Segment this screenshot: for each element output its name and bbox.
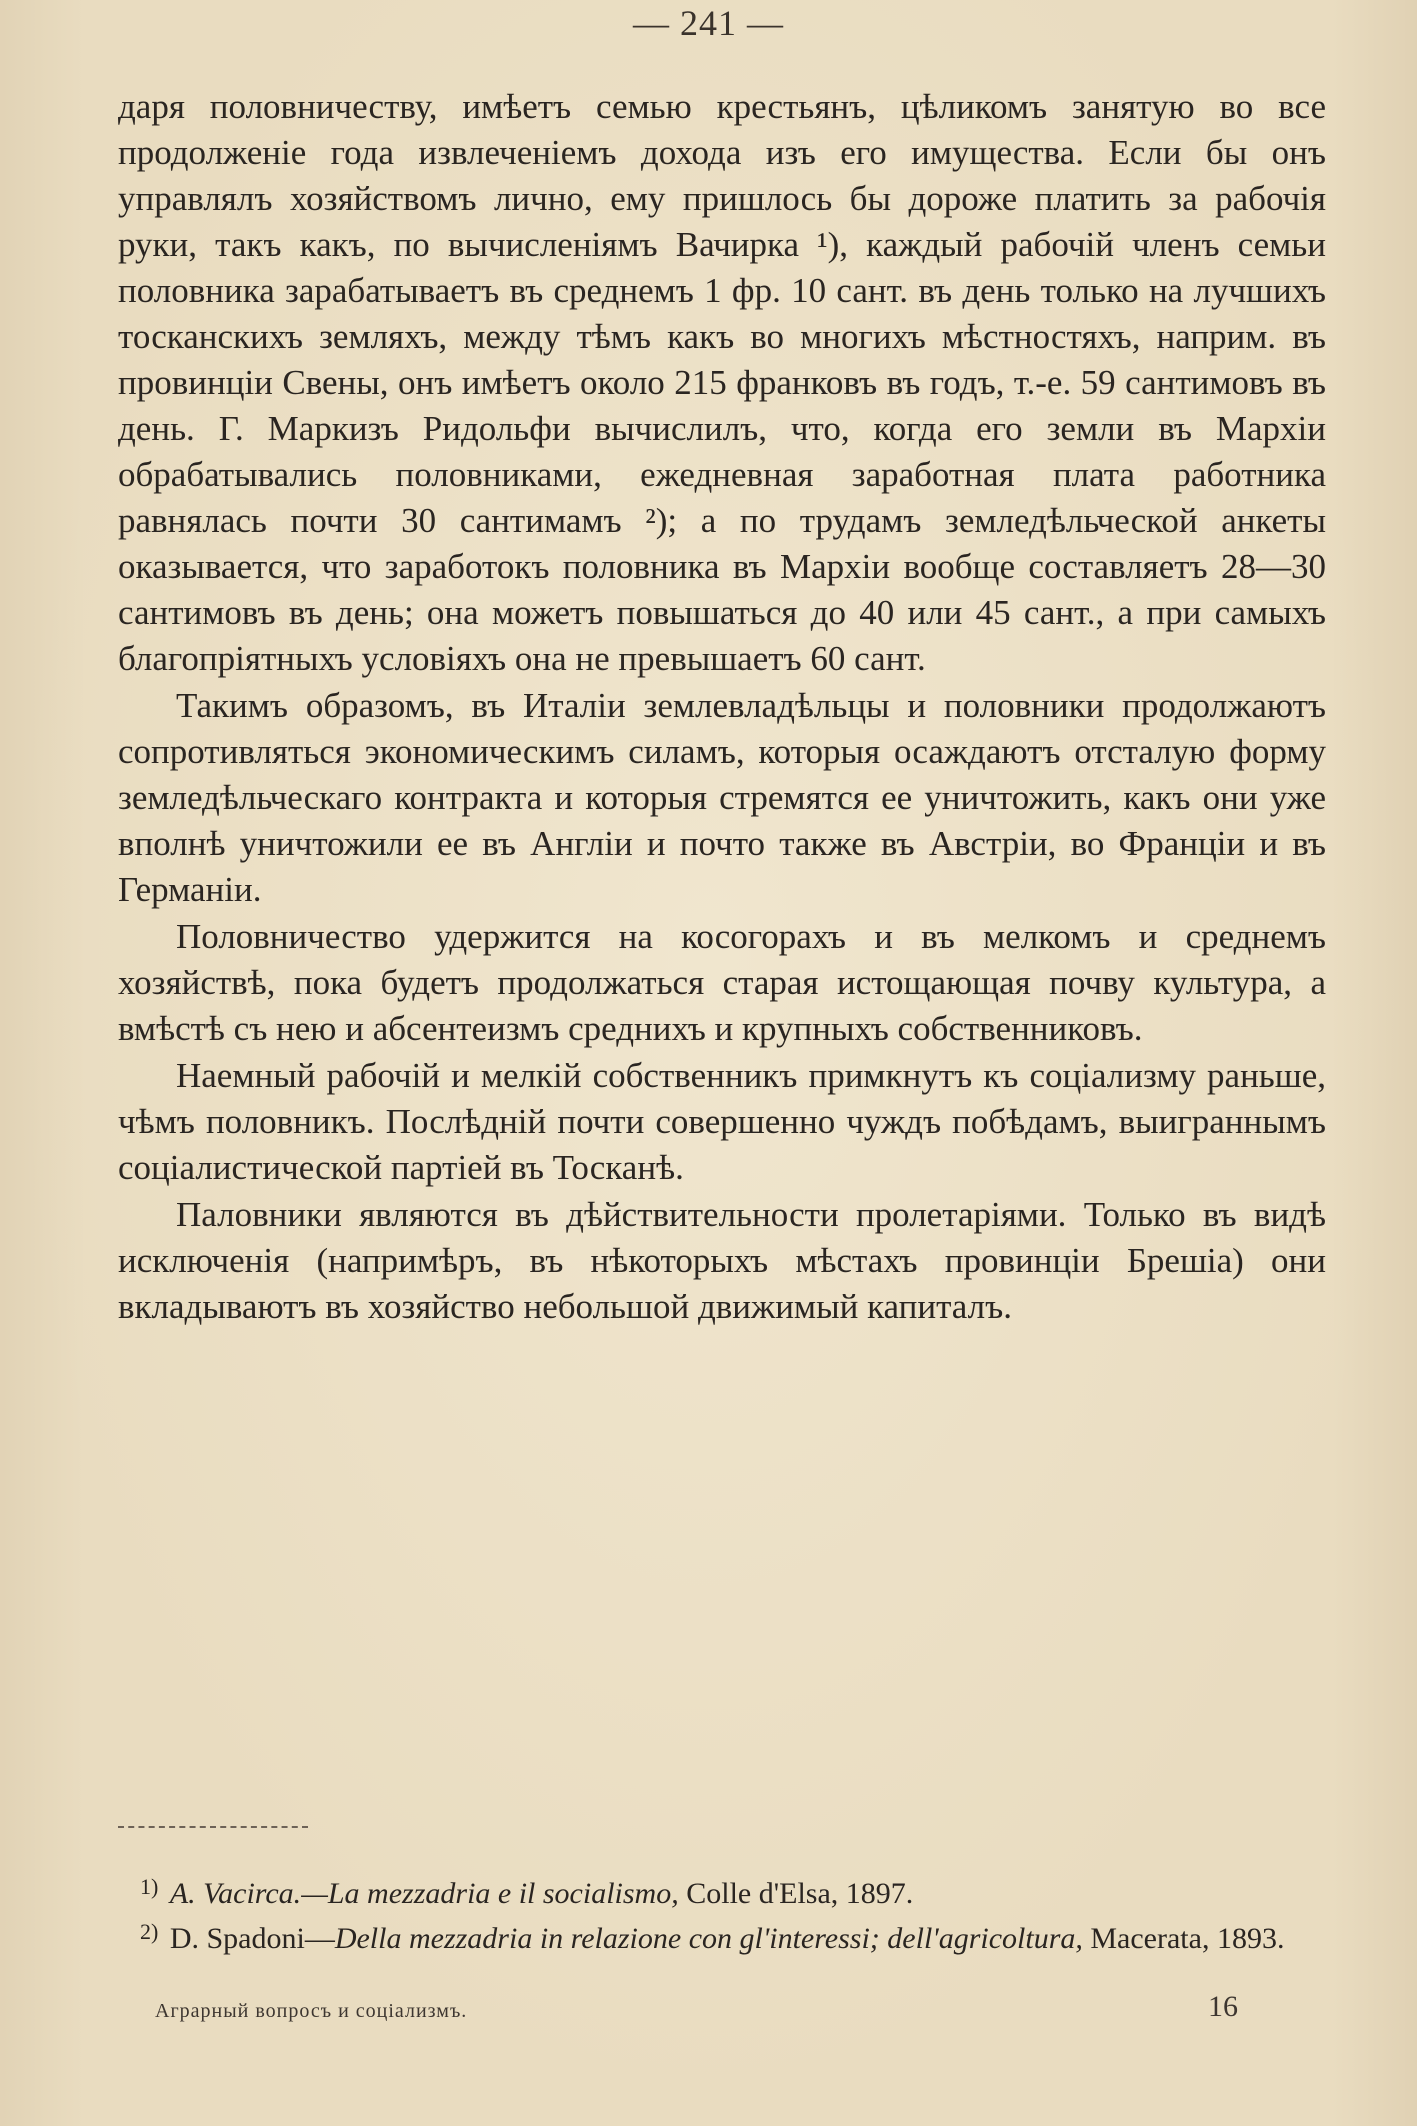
- paragraph-2: Такимъ образомъ, въ Италіи землевладѣльцы и половники продолжаютъ сопротивляться экономическимъ силамъ, которыя осаждаютъ отсталую форму земледѣльческаго контракта и которыя стремятся ее уничтожить, какъ они уже вполнѣ уничтожили ее въ Англіи и почто также въ Австріи, во Франціи и въ Германіи.: [118, 686, 1326, 909]
- footnote-1-rest: Colle d'Elsa, 1897.: [678, 1877, 914, 1910]
- paragraph-1: даря половничеству, имѣетъ семью крестьянъ, цѣликомъ занятую во все продолженіе года извлеченіемъ дохода изъ его имущества. Если бы онъ управлялъ хозяйствомъ лично, ему пришлось бы дороже платить за рабочія руки, такъ какъ, по вычисленіямъ Вачирка ¹), каждый рабочій членъ семьи половника зарабатываетъ въ среднемъ 1 фр. 10 сант. въ день только на лучшихъ тосканскихъ земляхъ, между тѣмъ какъ во многихъ мѣстностяхъ, наприм. въ провинціи Свены, онъ имѣетъ около 215 франковъ въ годъ, т.-е. 59 сантимовъ въ день. Г. Маркизъ Ридольфи вычислилъ, что, когда его земли въ Мархіи обрабатывались половниками, ежедневная заработная плата работника равнялась почти 30 сантимамъ ²); а по трудамъ земледѣльческой анкеты оказывается, что заработокъ половника въ Мархіи вообще составляетъ 28—30 сантимовъ въ день; она можетъ повышаться до 40 или 45 сант., а при самыхъ благопріятныхъ условіяхъ она не превышаетъ 60 сант.: [118, 87, 1326, 678]
- footnote-1-title: La mezzadria e il socialismo,: [327, 1877, 679, 1910]
- footnotes: [118, 1868, 1326, 1958]
- footnote-2-dash: —: [304, 1922, 335, 1955]
- body-text: [118, 84, 1326, 1330]
- footnote-1: [118, 1868, 1326, 1913]
- footnote-1-dash: —: [301, 1877, 328, 1910]
- signature-line: Аграрный вопросъ и соціализмъ.: [155, 2000, 468, 2022]
- footnote-1-mark: 1): [140, 1874, 159, 1899]
- paragraph-4: Наемный рабочій и мелкій собственникъ примкнутъ къ соціализму раньше, чѣмъ половникъ. Послѣдній почти совершенно чуждъ побѣдамъ, выиграннымъ соціалистической партіей въ Тосканѣ.: [118, 1056, 1326, 1187]
- footnote-separator: [118, 1808, 318, 1828]
- footnote-2-rest: Macerata, 1893.: [1082, 1922, 1285, 1955]
- footnote-2-mark: 2): [140, 1919, 159, 1944]
- footnote-2-title: Della mezzadria in relazione con gl'interessi; dell'agricoltura,: [334, 1922, 1083, 1955]
- footnote-2-author: D. Spadoni: [169, 1922, 305, 1955]
- sheet-number: 16: [1208, 1990, 1238, 2023]
- footnote-1-author: A. Vacirca.: [169, 1877, 302, 1910]
- page-number: — 241 —: [633, 3, 784, 43]
- paragraph-3: Половничество удержится на косогорахъ и въ мелкомъ и среднемъ хозяйствѣ, пока будетъ продолжаться старая истощающая почву культура, а вмѣстѣ съ нею и абсентеизмъ среднихъ и крупныхъ собственниковъ.: [118, 917, 1326, 1048]
- footnote-rule: [118, 1826, 308, 1828]
- paragraph-5: Паловники являются въ дѣйствительности пролетаріями. Только въ видѣ исключенія (напримѣръ, въ нѣкоторыхъ мѣстахъ провинціи Брешіа) они вкладываютъ въ хозяйство небольшой движимый капиталъ.: [118, 1195, 1326, 1326]
- footnote-2: [118, 1913, 1326, 1958]
